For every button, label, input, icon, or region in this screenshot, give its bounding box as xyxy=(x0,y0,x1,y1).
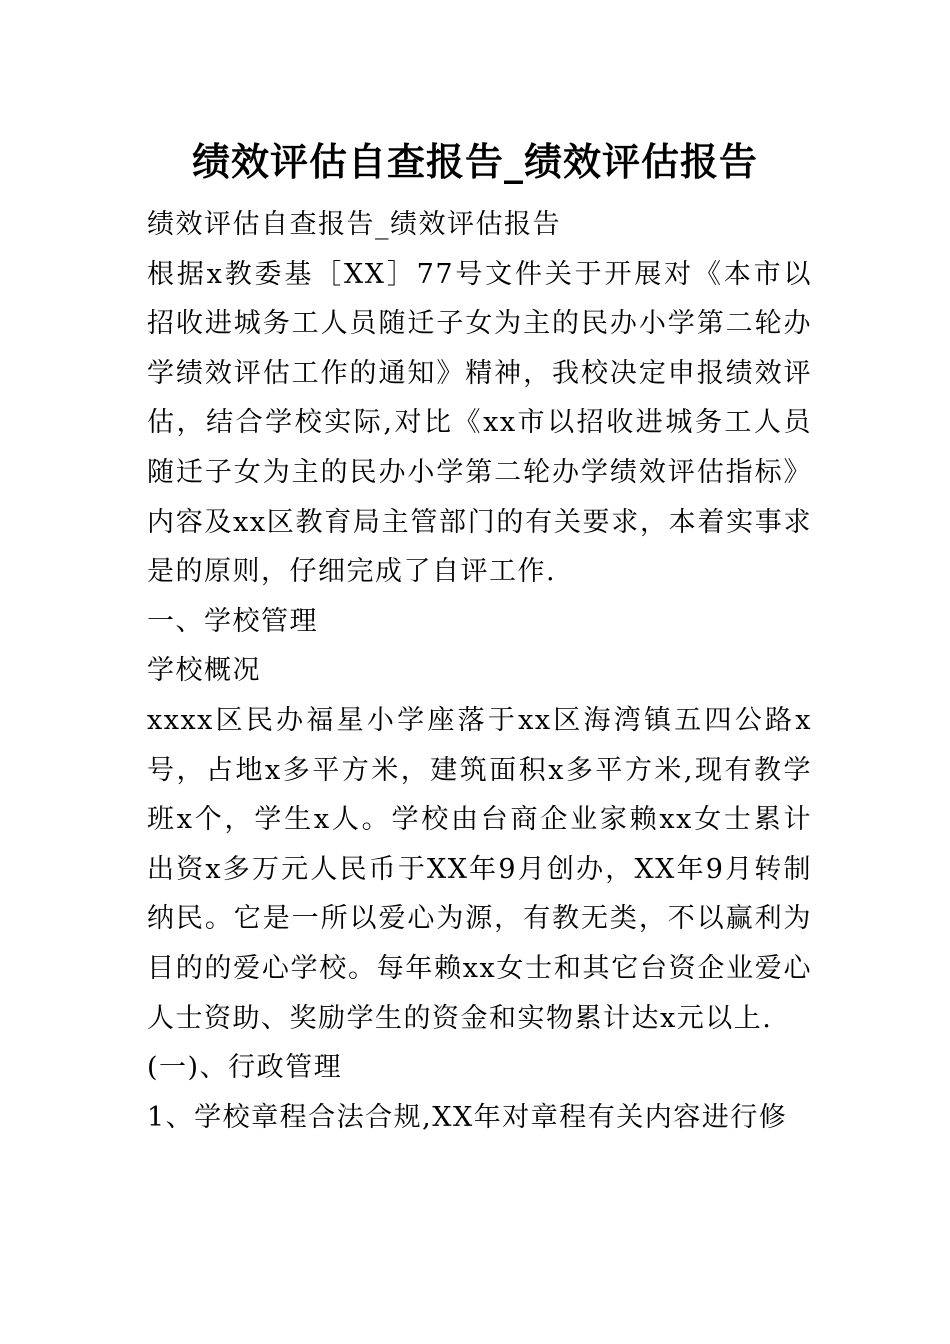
paragraph-item-1: 1、学校章程合法合规,XX年对章程有关内容进行修 xyxy=(147,1101,788,1133)
paragraph-school-overview: xxxx区民办福星小学座落于xx区海湾镇五四公路x号，占地x多平方米，建筑面积x多平方米,现有教学班x个，学生x人。学校由台商企业家赖xx女士累计出资x多万元人民币于XX年9月创办，XX年9月转制纳民。它是一所以爱心为源，有教无类，不以赢利为目的的爱心学校。每年赖xx女士和其它台资企业爱心人士资助、奖励学生的资金和实物累计达x元以上. xyxy=(147,704,812,1034)
document-title: 绩效评估自查报告_绩效评估报告 xyxy=(191,139,758,184)
subsection-heading-administration: (一)、行政管理 xyxy=(147,1052,343,1084)
document-body xyxy=(147,200,812,1142)
subsection-heading-school-overview: 学校概况 xyxy=(147,655,261,687)
section-heading-school-management: 一、学校管理 xyxy=(147,605,318,637)
paragraph-intro: 根据x教委基［XX］77号文件关于开展对《本市以招收进城务工人员随迁子女为主的民办小学第二轮办学绩效评估工作的通知》精神，我校决定申报绩效评估，结合学校实际,对比《xx市以招收进城务工人员随迁子女为主的民办小学第二轮办学绩效评估指标》内容及xx区教育局主管部门的有关要求，本着实事求是的原则，仔细完成了自评工作. xyxy=(147,258,812,588)
paragraph-subtitle: 绩效评估自查报告_绩效评估报告 xyxy=(147,209,561,240)
